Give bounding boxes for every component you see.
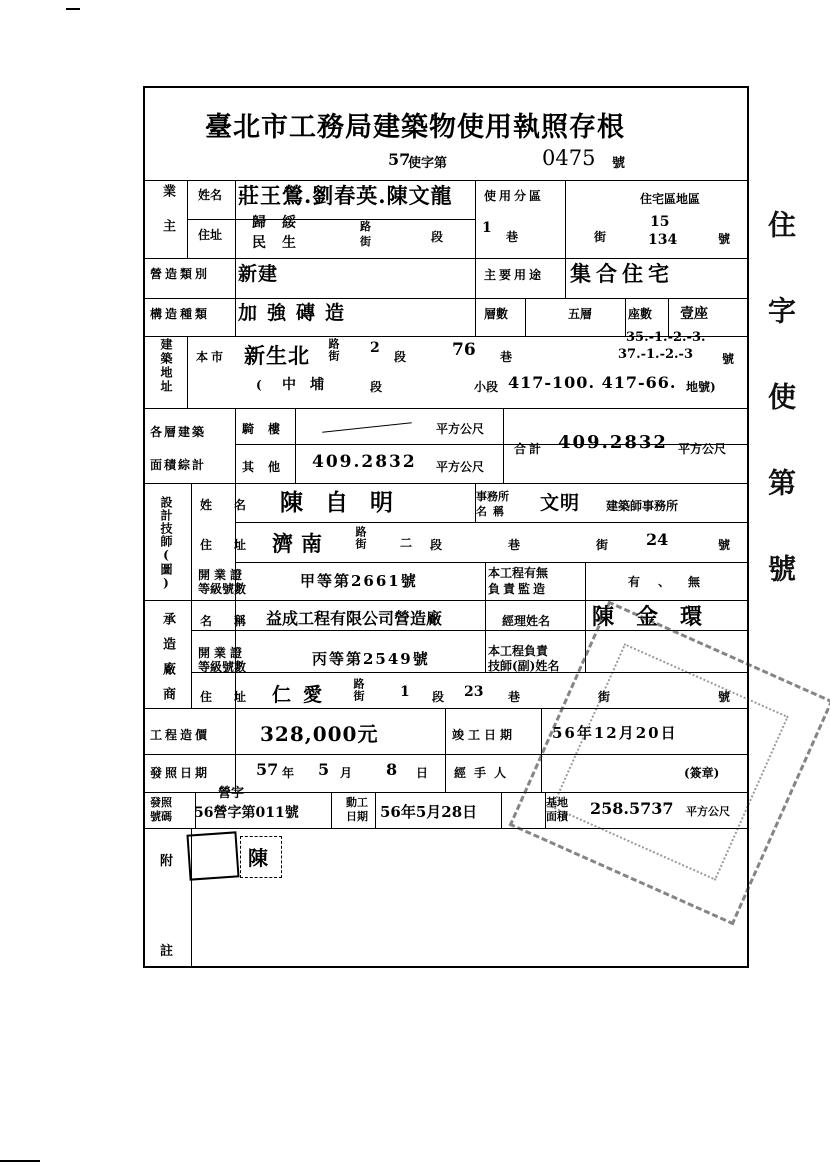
buildings-value: 壹座 xyxy=(680,306,708,322)
designer-address-duan-value: 二 xyxy=(400,536,413,550)
designer-address-hao: 號 xyxy=(718,538,731,552)
permit-number: 0475 xyxy=(542,146,596,170)
designer-office-suffix: 建築師事務所 xyxy=(606,499,679,513)
owner-zone-value: 住宅區地區 xyxy=(640,192,701,206)
site-numbers-bottom: 37.-1.-2.-3 xyxy=(618,347,693,362)
area-group-line2: 面積綜計 xyxy=(150,458,207,472)
issue-day: 8 xyxy=(386,760,398,779)
contractor-address-duan-value: 1 xyxy=(400,684,410,700)
area-group-line1: 各層建築 xyxy=(150,425,207,439)
site-lot-numbers: 417-100. 417-66. xyxy=(508,373,677,392)
issue-label: 發照日期 xyxy=(150,766,211,780)
building-permit-annotation: 營字 xyxy=(218,786,245,801)
designer-license-value: 甲等第2661號 xyxy=(300,572,418,590)
arcade-label: 騎樓 xyxy=(242,422,295,436)
designer-address-lu-jie: 路街 xyxy=(354,526,367,550)
contractor-engineer-label-top: 本工程負責 xyxy=(488,644,549,658)
site-label: 建築地址 xyxy=(159,338,173,394)
designer-supervise-value: 有、無 xyxy=(628,575,719,589)
contractor-address-hao: 號 xyxy=(718,690,731,704)
owner-group-label: 業主 xyxy=(160,184,175,254)
contractor-address-xiang-value: 23 xyxy=(464,684,484,700)
construction-use-value: 集合住宅 xyxy=(570,261,674,286)
owner-address-duan: 段 xyxy=(431,230,444,244)
owner-address-road2: 民生 xyxy=(252,235,312,251)
structure-label: 構造種類 xyxy=(150,307,211,321)
site-duan: 段 xyxy=(394,350,407,364)
site-road: 新生北 xyxy=(244,343,310,368)
land-label-bottom: 面積 xyxy=(546,810,568,823)
owner-name-value: 莊王鶯.劉春英.陳文龍 xyxy=(238,183,453,208)
owner-address-road: 歸綏 xyxy=(252,215,312,231)
designer-office-label-top: 事務所 xyxy=(476,490,509,503)
owner-address-no2: 134 xyxy=(648,232,678,248)
designer-address-jie: 街 xyxy=(596,538,609,552)
scan-mark xyxy=(0,1160,40,1162)
land-value: 258.5737 xyxy=(590,799,674,818)
other-label: 其他 xyxy=(242,460,295,474)
remarks-label-bottom: 註 xyxy=(160,944,174,959)
site-numbers-top: 35.-1.-2.-3. xyxy=(626,330,706,345)
remarks-label-top: 附 xyxy=(160,854,174,869)
contractor-address-label: 住址 xyxy=(200,690,269,704)
issue-month: 5 xyxy=(318,760,330,779)
designer-address-no: 24 xyxy=(646,530,669,549)
arcade-unit: 平方公尺 xyxy=(436,422,485,436)
site-lu-jie: 路街 xyxy=(327,338,340,362)
contractor-license-label-bottom: 等級號數 xyxy=(198,660,247,674)
building-permit-value: 56營字第011號 xyxy=(194,805,299,821)
designer-office-label-bottom: 名稱 xyxy=(476,505,510,518)
land-label-top: 基地 xyxy=(546,796,568,809)
permit-word: 使字第 xyxy=(408,156,448,171)
contractor-address-xiang: 巷 xyxy=(508,690,521,704)
owner-address-duan-value: 1 xyxy=(482,220,492,236)
other-value: 409.2832 xyxy=(312,452,417,472)
document-title: 臺北市工務局建築物使用執照存根 xyxy=(205,112,625,143)
other-unit: 平方公尺 xyxy=(436,460,485,474)
scan-mark xyxy=(66,8,80,10)
owner-address-lu: 路 xyxy=(360,220,371,233)
contractor-manager-label: 經理姓名 xyxy=(502,614,551,628)
construction-use-label: 主要用途 xyxy=(484,268,545,282)
site-subsection-label: 小段 xyxy=(474,380,499,394)
issue-year-unit: 年 xyxy=(282,766,295,780)
owner-address-jie: 街 xyxy=(360,235,371,248)
start-label-bottom: 日期 xyxy=(346,810,368,823)
contractor-name-label: 名稱 xyxy=(200,614,269,628)
contractor-license-value: 丙等第2549號 xyxy=(312,650,430,668)
remarks-stamp-text: 陳 xyxy=(248,846,268,870)
issue-month-unit: 月 xyxy=(340,766,353,780)
contractor-name-value: 益成工程有限公司營造廠 xyxy=(266,609,443,628)
site-section-open: ( xyxy=(256,378,262,392)
margin-right-column: 住字使第號 xyxy=(764,210,797,640)
buildings-label: 座數 xyxy=(628,307,653,321)
owner-address-label: 住址 xyxy=(198,228,223,242)
permit-suffix: 號 xyxy=(612,156,626,171)
construction-type-label: 營造類別 xyxy=(150,267,211,281)
owner-address-hao: 號 xyxy=(718,232,731,246)
permit-prefix: 57 xyxy=(388,150,411,169)
designer-address-duan: 段 xyxy=(430,538,443,552)
designer-supervise-label-top: 本工程有無 xyxy=(488,566,549,580)
designer-address-xiang: 巷 xyxy=(508,538,521,552)
issue-day-unit: 日 xyxy=(416,766,429,780)
site-section-duan: 段 xyxy=(370,380,383,394)
owner-zone-label: 使用分區 xyxy=(484,189,545,203)
remarks-seal-stamp xyxy=(186,831,239,880)
designer-address-label: 住址 xyxy=(200,538,269,552)
designer-license-label-bottom: 等級號數 xyxy=(198,582,247,596)
site-section-name: 中埔 xyxy=(282,377,338,393)
contractor-manager-value: 陳金環 xyxy=(592,604,725,630)
completion-label: 竣工日期 xyxy=(452,728,517,742)
contractor-group-label: 承造廠商 xyxy=(160,612,175,712)
structure-value: 加強磚造 xyxy=(238,302,355,324)
designer-group-label: 設計技師(圖) xyxy=(159,496,173,591)
total-value: 409.2832 xyxy=(558,432,668,453)
designer-supervise-label-bottom: 負責監造 xyxy=(488,582,549,596)
cost-value: 328,000元 xyxy=(260,722,379,746)
floors-value: 五層 xyxy=(568,307,593,321)
construction-type-value: 新建 xyxy=(238,263,279,285)
completion-value: 56年12月20日 xyxy=(552,724,678,742)
floors-label: 層數 xyxy=(484,307,509,321)
site-xiang-value: 76 xyxy=(452,340,476,360)
site-lot-label: 地號) xyxy=(686,380,716,394)
contractor-address-duan: 段 xyxy=(432,690,445,704)
building-permit-label-top: 發照 xyxy=(150,796,172,809)
designer-address-road: 濟南 xyxy=(272,531,330,556)
contractor-license-label-top: 開業證 xyxy=(198,646,247,660)
contractor-engineer-label-bottom: 技師(副)姓名 xyxy=(488,659,560,673)
designer-name-label: 姓名 xyxy=(200,498,269,512)
owner-address-xiang: 巷 xyxy=(506,230,519,244)
designer-name-value: 陳自明 xyxy=(280,489,415,516)
designer-license-label-top: 開業證 xyxy=(198,568,247,582)
issue-year: 57 xyxy=(256,760,279,779)
start-value: 56年5月28日 xyxy=(380,803,478,821)
total-label: 合計 xyxy=(514,442,545,456)
site-city: 本市 xyxy=(196,350,227,364)
building-permit-label-bottom: 號碼 xyxy=(150,810,172,823)
owner-address-no1: 15 xyxy=(650,214,670,230)
cost-label: 工程造價 xyxy=(150,728,211,742)
land-unit: 平方公尺 xyxy=(686,805,730,818)
contractor-address-lu-jie: 路街 xyxy=(352,678,365,702)
owner-address-jie2: 街 xyxy=(594,230,607,244)
total-unit: 平方公尺 xyxy=(678,442,727,456)
site-xiang: 巷 xyxy=(500,350,513,364)
contractor-address-road: 仁愛 xyxy=(272,684,335,706)
contractor-address-jie: 街 xyxy=(598,690,611,704)
handler-seal-label: (簽章) xyxy=(684,766,720,780)
site-duan-value: 2 xyxy=(370,340,380,356)
designer-office-value: 文明 xyxy=(540,492,581,514)
owner-name-label: 姓名 xyxy=(198,188,223,202)
start-label-top: 動工 xyxy=(346,796,368,809)
handler-label: 經手人 xyxy=(454,766,515,780)
site-hao: 號 xyxy=(722,352,735,366)
